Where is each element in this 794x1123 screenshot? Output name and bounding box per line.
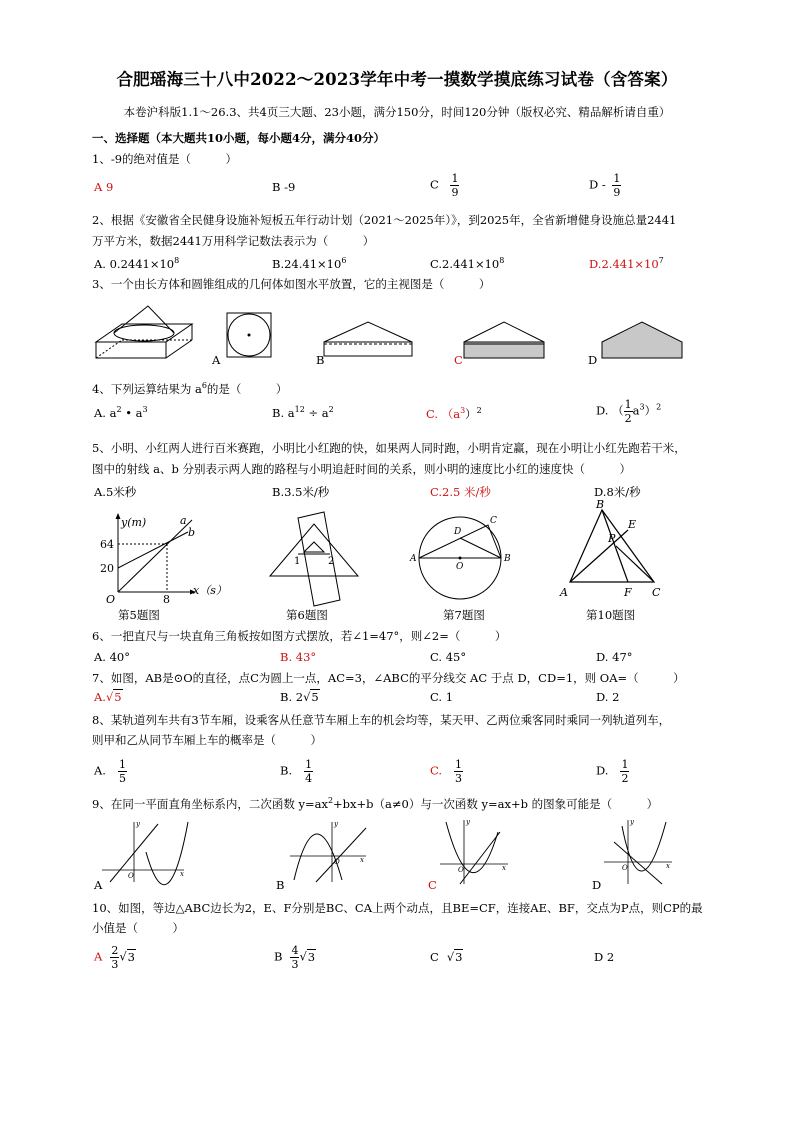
q9d-origin: O bbox=[622, 864, 628, 872]
q5-option-b: B.3.5米/秒 bbox=[272, 485, 330, 499]
q9d-x: x bbox=[666, 862, 670, 870]
q6-stem: 6、一把直尺与一块直角三角板按如图方式摆放，若∠1=47°，则∠2=（ ） bbox=[92, 629, 507, 643]
figure-10 bbox=[556, 498, 666, 602]
q4-option-b: B. $a^{12} \div a^2$ bbox=[272, 405, 334, 420]
q3-option-b-figure bbox=[322, 320, 414, 360]
q8-stem-line2: 则甲和乙从同节车厢上车的概率是（ ） bbox=[92, 733, 322, 747]
q9a-y: y bbox=[136, 820, 140, 828]
q7-option-b: B. 2√5 bbox=[280, 690, 319, 704]
q1-option-b: B -9 bbox=[272, 180, 296, 194]
q9-stem: 9、在同一平面直角坐标系内，二次函数 $y=ax^2+bx+b(a\ne 0)$与一次函数 y=ax+b 的图象可能是（ ） bbox=[92, 796, 659, 811]
q5-stem-line1: 5、小明、小红两人进行百米赛跑，小明比小红跑的快，如果两人同时跑，小明肯定赢，现在小明让小红先跑若干米， bbox=[92, 441, 686, 455]
fig6-caption: 第6题图 bbox=[286, 608, 328, 622]
q1-option-d-fraction: $\frac{1}{9}$ bbox=[613, 172, 621, 199]
q9b-x: x bbox=[360, 856, 364, 864]
q6-option-a: A. 40° bbox=[94, 650, 130, 664]
q3-option-c-figure bbox=[462, 320, 546, 362]
q4-option-c: C. $(a^3)^2$ bbox=[426, 406, 482, 421]
q3-option-a-figure bbox=[226, 312, 272, 358]
q1-option-d bbox=[589, 172, 621, 199]
fig10-point-e: E bbox=[628, 518, 637, 531]
q4-stem: 4、下列运算结果为 $a^6$的是（ ） bbox=[92, 381, 288, 396]
fig7-caption: 第7题图 bbox=[443, 608, 485, 622]
q2-option-d: $D.2.441\times 10^7$ bbox=[589, 256, 664, 271]
section-heading: 一、选择题（本大题共10小题，每小题4分，满分40分） bbox=[92, 131, 386, 145]
fig6-angle-1: 1 bbox=[294, 556, 301, 567]
q3-option-c-label: C bbox=[454, 353, 463, 367]
q6-option-c: C. 45° bbox=[430, 650, 467, 664]
q9c-origin: O bbox=[458, 866, 464, 874]
q5-stem-line2: 图中的射线 a、b 分别表示两人跑的路程与小明追赶时间的关系，则小明的速度比小红的速度快（ ） bbox=[92, 462, 632, 476]
q9-option-a-graph bbox=[100, 818, 190, 884]
q8-option-c: C. $\frac{1}{3}$ bbox=[430, 758, 463, 785]
q1-stem: 1、-9的绝对值是（ ） bbox=[92, 152, 238, 166]
q10-option-d: D 2 bbox=[594, 950, 615, 964]
q9a-x: x bbox=[180, 870, 184, 878]
q1-option-d-label: D - bbox=[589, 177, 606, 192]
fig10-point-b: B bbox=[596, 498, 605, 511]
q10-stem-line1: 10、如图，等边△ABC边长为2，E、F分别是BC、CA上两个动点，且BE=CF，连接AE、BF，交点为P点，则CP的最 bbox=[92, 901, 703, 915]
q10-option-c: C √3 bbox=[430, 950, 463, 964]
q10-option-b: B $\frac{4}{3}$ √3 bbox=[274, 944, 316, 971]
q9-option-c-label: C bbox=[428, 878, 437, 892]
q3-option-a-label: A bbox=[212, 353, 221, 367]
q3-option-d-figure bbox=[600, 320, 684, 362]
q10-option-a: A $\frac{2}{3}$ √3 bbox=[94, 944, 135, 971]
fig10-point-p: P bbox=[608, 532, 616, 545]
q10-stem-line2: 小值是（ ） bbox=[92, 921, 184, 935]
q5-option-c: C.2.5 米/秒 bbox=[430, 485, 491, 499]
q2-stem-line1: 2、根据《安徽省全民健身设施补短板五年行动计划（2021～2025年）》，到2025年，全省新增健身设施总量2441 bbox=[92, 213, 677, 227]
fig10-point-f: F bbox=[624, 586, 632, 599]
figure-6 bbox=[268, 512, 368, 607]
q5-option-a: A.5米秒 bbox=[94, 485, 137, 499]
q3-solid-figure bbox=[94, 300, 198, 362]
q6-option-b: B. 43° bbox=[280, 650, 317, 664]
q9c-x: x bbox=[502, 864, 506, 872]
q1-option-a: A 9 bbox=[94, 180, 114, 194]
q8-option-d: D. $\frac{1}{2}$ bbox=[596, 758, 629, 785]
fig7-point-o: O bbox=[456, 562, 464, 572]
q4-option-a: A. $a^2$ • $a^3$ bbox=[94, 405, 148, 420]
fig10-point-a: A bbox=[560, 586, 568, 599]
fig5-ray-a: a bbox=[180, 514, 187, 527]
q8-stem-line1: 8、某轨道列车共有3节车厢，设乘客从任意节车厢上车的机会均等，某天甲、乙两位乘客同时乘同一列轨道列车， bbox=[92, 713, 671, 727]
q1-option-c-label: C bbox=[430, 177, 439, 192]
fig5-ray-b: b bbox=[188, 526, 196, 539]
fig5-tick-20: 20 bbox=[100, 562, 114, 575]
q2-option-b: $B.24.41\times 10^6$ bbox=[272, 256, 347, 271]
figure-7 bbox=[410, 510, 520, 605]
q9c-y: y bbox=[466, 818, 470, 826]
q7-option-a: A.√5 bbox=[94, 690, 122, 704]
page-subtitle: 本卷沪科版1.1～26.3、共4页三大题、23小题，满分150分，时间120分钟（版权必究、精品解析请自重） bbox=[123, 105, 671, 119]
q9b-y: y bbox=[334, 820, 338, 828]
q4-option-d-fraction: $\frac{1}{2}$ bbox=[624, 398, 632, 425]
fig10-point-c: C bbox=[652, 586, 661, 599]
q7-option-d: D. 2 bbox=[596, 690, 620, 704]
fig7-point-d: D bbox=[454, 527, 462, 537]
q6-option-d: D. 47° bbox=[596, 650, 633, 664]
fig5-origin: O bbox=[106, 593, 116, 606]
fig5-tick-64: 64 bbox=[100, 538, 114, 551]
q9-option-a-label: A bbox=[94, 878, 103, 892]
q2-stem-line2: 万平方米，数据2441万用科学记数法表示为（ ） bbox=[92, 234, 375, 248]
page-title: 合肥瑶海三十八中2022～2023学年中考一摸数学摸底练习试卷（含答案） bbox=[116, 70, 678, 89]
q1-option-c-fraction: $\frac{1}{9}$ bbox=[451, 172, 459, 199]
q7-option-c: C. 1 bbox=[430, 690, 454, 704]
fig7-point-b: B bbox=[504, 554, 511, 564]
figure-5 bbox=[100, 510, 250, 605]
q9d-y: y bbox=[630, 818, 634, 826]
q8-option-a: A. $\frac{1}{5}$ bbox=[94, 758, 126, 785]
q1-option-c bbox=[430, 172, 459, 199]
q4-option-d: D. （ $\frac{1}{2}$ $a^3)^2$ bbox=[596, 398, 662, 425]
fig5-y-label: y(m) bbox=[121, 516, 147, 529]
q3-option-d-label: D bbox=[588, 353, 598, 367]
q2-option-a: A. $0.2441\times 10^8$ bbox=[94, 256, 180, 271]
q9-option-d-graph bbox=[600, 818, 680, 884]
fig7-point-c: C bbox=[490, 516, 497, 526]
fig5-caption: 第5题图 bbox=[118, 608, 160, 622]
q9-option-c-graph bbox=[436, 818, 516, 884]
q9-option-d-label: D bbox=[592, 878, 602, 892]
fig5-tick-8: 8 bbox=[163, 593, 170, 606]
q8-option-b: B. $\frac{1}{4}$ bbox=[280, 758, 313, 785]
fig5-x-label: x（s） bbox=[193, 584, 227, 597]
fig7-point-a: A bbox=[410, 554, 417, 564]
q3-stem: 3、一个由长方体和圆锥组成的几何体如图水平放置，它的主视图是（ ） bbox=[92, 277, 491, 291]
q9b-origin: O bbox=[334, 858, 340, 866]
q9-option-b-label: B bbox=[276, 878, 285, 892]
q5-option-d: D.8米/秒 bbox=[594, 485, 641, 499]
q9a-origin: O bbox=[128, 872, 134, 880]
fig10-caption: 第10题图 bbox=[586, 608, 636, 622]
q3-option-b-label: B bbox=[316, 353, 325, 367]
q2-option-c: $C.2.441\times 10^8$ bbox=[430, 256, 505, 271]
q7-stem: 7、如图，AB是⊙O的直径，点C为圆上一点，AC=3，∠ABC的平分线交 AC 于点 D，CD=1，则 OA=（ ） bbox=[92, 671, 685, 685]
fig6-angle-2: 2 bbox=[328, 556, 335, 567]
q9-option-b-graph bbox=[286, 818, 376, 884]
